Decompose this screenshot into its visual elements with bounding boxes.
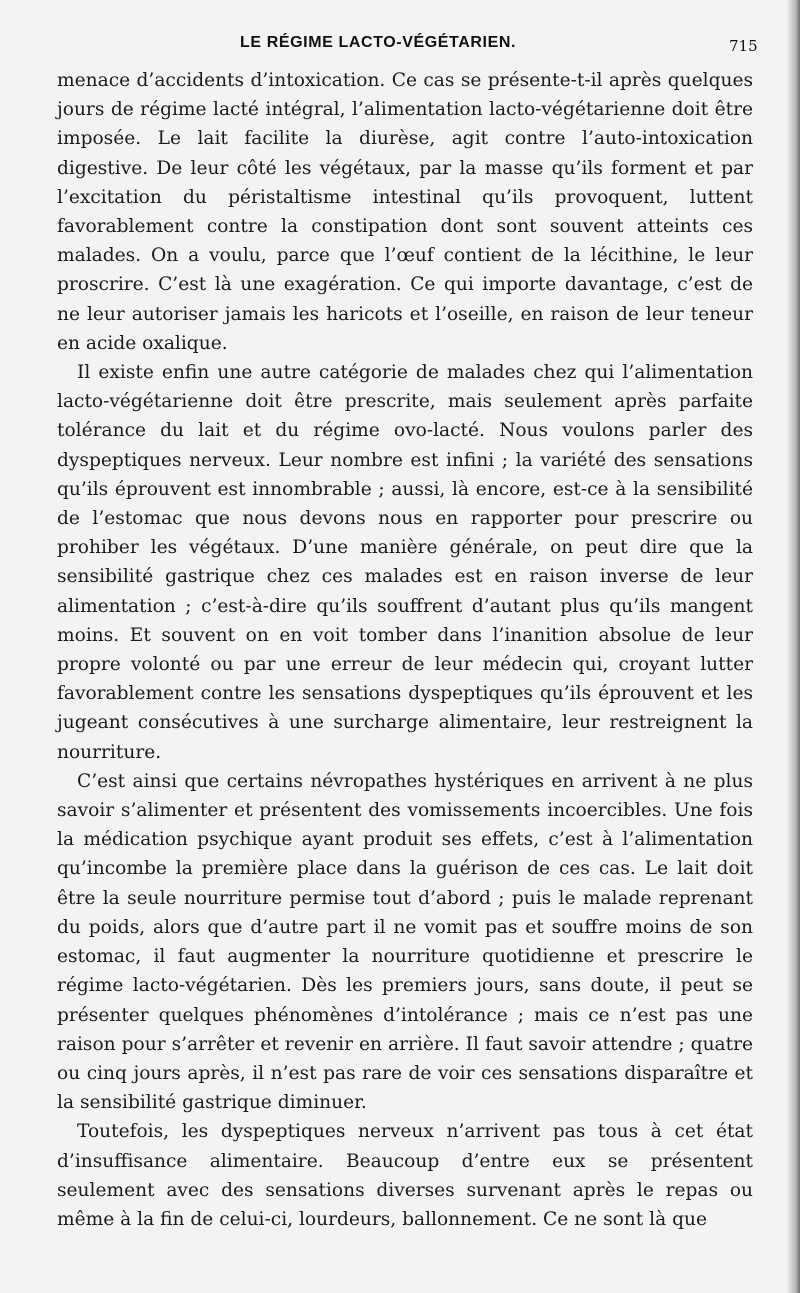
paragraph-dyspeptiques: Il existe enfin une autre catégorie de malades chez qui l’alimentation lacto-végétarienne doit être prescrite, mais seulement après parfaite tolérance du lait et du régime ovo-lacté. Nous voulons parler des dyspeptiques nerveux. Leur nombre est infini ; la variété des sensations qu’ils éprouvent est innombrable ; aussi, là encore, est-ce à la sensibilité de l’estomac que nous devons nous en rapporter pour prescrire ou prohiber les végétaux. D’une manière générale, on peut dire que la sensibilité gastrique chez ces malades est en raison inverse de leur alimentation ; c’est-à-dire qu’ils souffrent d’autant plus qu’ils mangent moins. Et souvent on en voit tomber dans l’inanition absolue de leur propre volonté ou par une erreur de leur médecin qui, croyant lutter favorablement contre les sensations dyspeptiques qu’ils éprouvent et les jugeant consécutives à une surcharge alimentaire, leur restreignent la nourriture. (57, 362, 753, 763)
running-header (0, 34, 800, 56)
body-text (57, 66, 753, 1234)
chapter-title: LE RÉGIME LACTO-VÉGÉTARIEN. (240, 34, 517, 51)
paragraph-toutefois: Toutefois, les dyspeptiques nerveux n’arrivent pas tous à cet état d’insuffisance alimentaire. Beaucoup d’entre eux se présentent seulement avec des sensations diverses survenant après le repas ou même à la fin de celui-ci, lourdeurs, ballonnement. Ce ne sont là que (57, 1121, 753, 1230)
paragraph-continued: menace d’accidents d’intoxication. Ce cas se présente-t-il après quelques jours de régime lacté intégral, l’alimentation lacto-végétarienne doit être imposée. Le lait facilite la diurèse, agit contre l’auto-intoxication digestive. De leur côté les végétaux, par la masse qu’ils forment et par l’excitation du péristaltisme intestinal qu’ils provoquent, luttent favorablement contre la constipation dont sont souvent atteints ces malades. On a voulu, parce que l’œuf contient de la lécithine, le leur proscrire. C’est là une exagération. Ce qui importe davantage, c’est de ne leur autoriser jamais les haricots et l’oseille, en raison de leur teneur en acide oxalique. (57, 70, 753, 354)
page-number: 715 (729, 37, 758, 55)
paragraph-nevropathes: C’est ainsi que certains névropathes hystériques en arrivent à ne plus savoir s’alimenter et présentent des vomissements incoercibles. Une fois la médication psychique ayant produit ses effets, c’est à l’alimentation qu’incombe la première place dans la guérison de ces cas. Le lait doit être la seule nourriture permise tout d’abord ; puis le malade reprenant du poids, alors que d’autre part il ne vomit pas et souffre moins de son estomac, il faut augmenter la nourriture quotidienne et prescrire le régime lacto-végétarien. Dès les premiers jours, sans doute, il peut se présenter quelques phénomènes d’intolérance ; mais ce n’est pas une raison pour s’arrêter et revenir en arrière. Il faut savoir attendre ; quatre ou cinq jours après, il n’est pas rare de voir ces sensations disparaître et la sensibilité gastrique diminuer. (57, 770, 753, 1114)
